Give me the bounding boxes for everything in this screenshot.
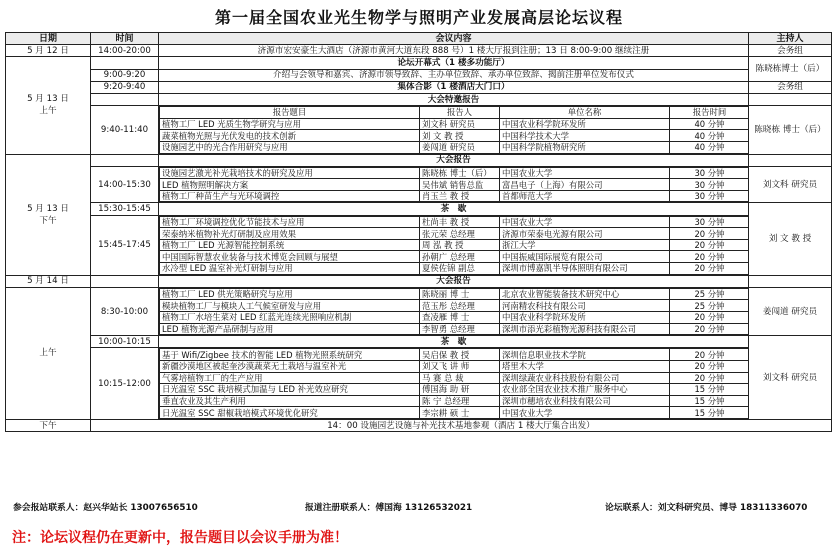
report-unit: 首都师范大学	[500, 190, 670, 202]
report-speaker: 刘 文 教 授	[420, 130, 500, 142]
photo-time: 9:20-9:40	[91, 81, 159, 93]
forum-contact: 论坛联系人：刘文科研究员、博导 18311336070	[605, 503, 808, 513]
d14-block2-row	[6, 348, 832, 420]
report-row	[160, 323, 749, 335]
report-topic: LED 植物照明解决方案	[160, 179, 420, 191]
report-topic: 植物工厂 LED 光质生物学研究与应用	[160, 118, 420, 130]
report-duration: 25 分钟	[670, 300, 749, 312]
report-unit: 深圳市穗培农业科技有限公司	[500, 395, 670, 407]
report-row	[160, 190, 749, 202]
report-topic: 蔬菜植物光照与光伏发电的技术创新	[160, 130, 420, 142]
report-speaker: 吴启保 教 授	[420, 349, 500, 361]
report-topic: 气雾培植物工厂的生产应用	[160, 372, 420, 384]
pm-block1-row	[6, 166, 832, 203]
report-duration: 20 分钟	[670, 251, 749, 263]
report-duration: 30 分钟	[670, 190, 749, 202]
report-topic: 设施园艺激光补光栽培技术的研究及应用	[160, 167, 420, 179]
report-row	[160, 372, 749, 384]
report-speaker: 刘文科 研究员	[420, 118, 500, 130]
report-speaker: 张元荣 总经理	[420, 228, 500, 240]
report-unit: 中国农业科学院环发所	[500, 312, 670, 324]
report-row	[160, 384, 749, 396]
d14-block2-table	[159, 348, 749, 419]
opening-title: 论坛开幕式（1 楼多功能厅）	[159, 57, 749, 69]
day13-am-date: 5 月 13 日 上午	[6, 57, 91, 154]
pm-break-label: 茶 歇	[159, 203, 749, 215]
report-duration: 30 分钟	[670, 179, 749, 191]
d14-break-row	[6, 336, 832, 348]
special-host: 陈晓栋 博士（后）	[749, 106, 832, 154]
report-duration: 20 分钟	[670, 372, 749, 384]
d14-block1-row	[6, 287, 832, 335]
registration-date: 5 月 12 日	[6, 45, 91, 57]
site-contact: 参会报站联系人：赵兴华站长 13007656510	[13, 503, 198, 513]
registration-row	[6, 45, 832, 57]
report-unit: 深圳绿蔬农业科技股份有限公司	[500, 372, 670, 384]
pm-report-title-row	[6, 154, 832, 166]
report-topic: 荣泰纳米植物补光灯研制及应用效果	[160, 228, 420, 240]
d14-block1-table	[159, 288, 749, 335]
report-duration: 20 分钟	[670, 239, 749, 251]
report-row	[160, 288, 749, 300]
report-row	[160, 263, 749, 275]
report-speaker: 肖玉兰 教 授	[420, 190, 500, 202]
report-row	[160, 118, 749, 130]
report-row	[160, 141, 749, 153]
report-topic: 中国国际智慧农业装备与技术博览会回顾与展望	[160, 251, 420, 263]
report-contact: 报道注册联系人：傅国海 13126532021	[305, 503, 473, 513]
header-content: 会议内容	[159, 33, 749, 45]
report-topic: 植物工厂 LED 供光策略研究与应用	[160, 288, 420, 300]
report-speaker: 杜尚丰 教 授	[420, 216, 500, 228]
d14-break-label: 茶 歇	[159, 336, 749, 348]
report-speaker: 查凌雁 博 士	[420, 312, 500, 324]
photo-host: 会务组	[749, 81, 832, 93]
report-row	[160, 407, 749, 419]
header-date: 日期	[6, 33, 91, 45]
agenda-table	[5, 32, 832, 432]
d14-block2-time: 10:15-12:00	[91, 348, 159, 420]
pm-block2-host: 刘 文 教 授	[749, 203, 832, 275]
day14-report-title: 大会报告	[159, 275, 749, 287]
report-speaker: 陈 宁 总经理	[420, 395, 500, 407]
report-duration: 20 分钟	[670, 228, 749, 240]
report-speaker: 范玉彤 总经理	[420, 300, 500, 312]
report-speaker: 李宗耕 硕 士	[420, 407, 500, 419]
d14-block1-time: 8:30-10:00	[91, 287, 159, 335]
day14-pm-content: 14：00 设施园艺设施与补光技术基地参观（酒店 1 楼大厅集合出发）	[91, 419, 832, 431]
report-duration: 20 分钟	[670, 323, 749, 335]
report-unit: 深圳市添光彩植物光源科技有限公司	[500, 323, 670, 335]
report-speaker: 傅国海 助 研	[420, 384, 500, 396]
registration-content: 济源市宏安豪生大酒店（济源市黄河大道东段 888 号）1 楼大厅报到注册；13 日 8:00-9:00 继续注册	[159, 45, 749, 57]
page-title: 第一届全国农业光生物学与照明产业发展高层论坛议程	[214, 8, 623, 27]
opening-time: 9:00-9:20	[91, 69, 159, 81]
special-time: 9:40-11:40	[91, 106, 159, 154]
pm-block1-host: 刘文科 研究员	[749, 166, 832, 203]
header-host: 主持人	[749, 33, 832, 45]
report-topic: 植物工厂种苗生产与光环境调控	[160, 190, 420, 202]
special-report-table	[159, 106, 749, 153]
d14-block1-host: 姜闯道 研究员	[749, 287, 832, 335]
special-report-title: 大会特邀报告	[159, 93, 749, 105]
report-row	[160, 251, 749, 263]
day14-date: 5 月 14 日	[6, 275, 91, 287]
subheader-topic: 报告题目	[160, 107, 420, 119]
opening-title-row	[6, 57, 832, 69]
report-topic: 垂直农业及其生产利用	[160, 395, 420, 407]
d14-block2-host: 刘文科 研究员	[749, 336, 832, 420]
report-topic: 水冷型 LED 温室补光灯研制与应用	[160, 263, 420, 275]
report-speaker: 陈晓栋 博士（后）	[420, 167, 500, 179]
report-unit: 中国科学院植物研究所	[500, 141, 670, 153]
report-topic: 日光温室 SSC 栽培模式加温与 LED 补光效应研究	[160, 384, 420, 396]
opening-content: 介绍与会领导和嘉宾、济源市领导致辞、主办单位致辞、承办单位致辞、揭前注册单位发布仪式	[159, 69, 749, 81]
d14-pm-row	[6, 419, 832, 431]
report-topic: 新疆沙漠地区被起奎沙漠蔬菜无土栽培与温室补光	[160, 360, 420, 372]
opening-row	[6, 69, 832, 81]
special-title-row	[6, 93, 832, 105]
report-row	[160, 239, 749, 251]
report-unit: 浙江大学	[500, 239, 670, 251]
report-topic: 植物工厂环境调控优化节能技术与应用	[160, 216, 420, 228]
report-unit: 富昌电子（上海）有限公司	[500, 179, 670, 191]
report-row	[160, 216, 749, 228]
report-duration: 15 分钟	[670, 407, 749, 419]
subheader-unit: 单位名称	[500, 107, 670, 119]
photo-row	[6, 81, 832, 93]
report-unit: 农业部全国农业技术推广服务中心	[500, 384, 670, 396]
report-duration: 15 分钟	[670, 384, 749, 396]
pm-block2-table	[159, 216, 749, 275]
registration-time: 14:00-20:00	[91, 45, 159, 57]
report-unit: 中国农业科学院环发所	[500, 118, 670, 130]
report-duration: 30 分钟	[670, 167, 749, 179]
report-speaker: 陈晓丽 博 士	[420, 288, 500, 300]
report-duration: 30 分钟	[670, 216, 749, 228]
day14-am-label: 上午	[6, 287, 91, 419]
report-unit: 河南精农科技有限公司	[500, 300, 670, 312]
pm-block2-row	[6, 215, 832, 275]
report-duration: 20 分钟	[670, 263, 749, 275]
report-speaker: 马 赛 总 裁	[420, 372, 500, 384]
pm-report-title: 大会报告	[159, 154, 749, 166]
report-duration: 25 分钟	[670, 288, 749, 300]
registration-host: 会务组	[749, 45, 832, 57]
opening-host: 陈晓栋博士（后）	[749, 57, 832, 81]
report-speaker: 夏侯佐锦 副总	[420, 263, 500, 275]
report-speaker: 李智勇 总经理	[420, 323, 500, 335]
report-row	[160, 179, 749, 191]
d14-break-time: 10:00-10:15	[91, 336, 159, 348]
report-row	[160, 312, 749, 324]
report-row	[160, 349, 749, 361]
pm-break-time: 15:30-15:45	[91, 203, 159, 215]
report-duration: 15 分钟	[670, 395, 749, 407]
report-duration: 20 分钟	[670, 312, 749, 324]
report-unit: 塔里木大学	[500, 360, 670, 372]
report-topic: 植物工厂水培生菜对 LED 红蓝光连续光照响应机制	[160, 312, 420, 324]
day14-date-row	[6, 275, 832, 287]
report-duration: 40 分钟	[670, 130, 749, 142]
report-speaker: 周 泓 教 授	[420, 239, 500, 251]
report-row	[160, 395, 749, 407]
report-topic: LED 植物光源产品研制与应用	[160, 323, 420, 335]
table-header-row	[6, 33, 832, 45]
report-topic: 植物工厂 LED 光源智能控制系统	[160, 239, 420, 251]
report-duration: 40 分钟	[670, 141, 749, 153]
report-unit: 深圳市博嘉凯半导体照明有限公司	[500, 263, 670, 275]
subheader-duration: 报告时间	[670, 107, 749, 119]
report-topic: 模块植物工厂与模块人工气候室研发与应用	[160, 300, 420, 312]
report-unit: 中国农业大学	[500, 407, 670, 419]
report-topic: 基于 Wifi/Zigbee 技术的智能 LED 植物光照系统研究	[160, 349, 420, 361]
report-row	[160, 167, 749, 179]
report-topic: 设施园艺中的光合作用研究与应用	[160, 141, 420, 153]
report-unit: 中国振威国际展览有限公司	[500, 251, 670, 263]
report-speaker: 吴伟斌 销售总监	[420, 179, 500, 191]
report-duration: 40 分钟	[670, 118, 749, 130]
report-row	[160, 130, 749, 142]
pm-break-row	[6, 203, 832, 215]
report-row	[160, 360, 749, 372]
day14-pm-label: 下午	[6, 419, 91, 431]
report-unit: 中国农业大学	[500, 167, 670, 179]
report-unit: 中国农业大学	[500, 216, 670, 228]
day13-pm-date: 5 月 13 日 下午	[6, 154, 91, 275]
report-unit: 深圳信息职业技术学院	[500, 349, 670, 361]
photo-content: 集体合影（1 楼酒店大门口）	[159, 81, 749, 93]
header-time: 时间	[91, 33, 159, 45]
report-speaker: 孙朝广 总经理	[420, 251, 500, 263]
pm-block1-time: 14:00-15:30	[91, 166, 159, 203]
pm-block1-table	[159, 167, 749, 203]
report-speaker: 刘又飞 讲 师	[420, 360, 500, 372]
report-row	[160, 228, 749, 240]
report-duration: 20 分钟	[670, 360, 749, 372]
report-topic: 日光温室 SSC 甜椒栽培模式环境优化研究	[160, 407, 420, 419]
report-unit: 中国科学技术大学	[500, 130, 670, 142]
subheader-row	[160, 107, 749, 119]
report-speaker: 姜闯道 研究员	[420, 141, 500, 153]
update-note: 注：论坛议程仍在更新中，报告题目以会议手册为准！	[12, 530, 348, 546]
report-unit: 济源市荣泰电光源有限公司	[500, 228, 670, 240]
report-row	[160, 300, 749, 312]
report-unit: 北京农业智能装备技术研究中心	[500, 288, 670, 300]
pm-block2-time: 15:45-17:45	[91, 215, 159, 275]
report-duration: 20 分钟	[670, 349, 749, 361]
subheader-speaker: 报告人	[420, 107, 500, 119]
